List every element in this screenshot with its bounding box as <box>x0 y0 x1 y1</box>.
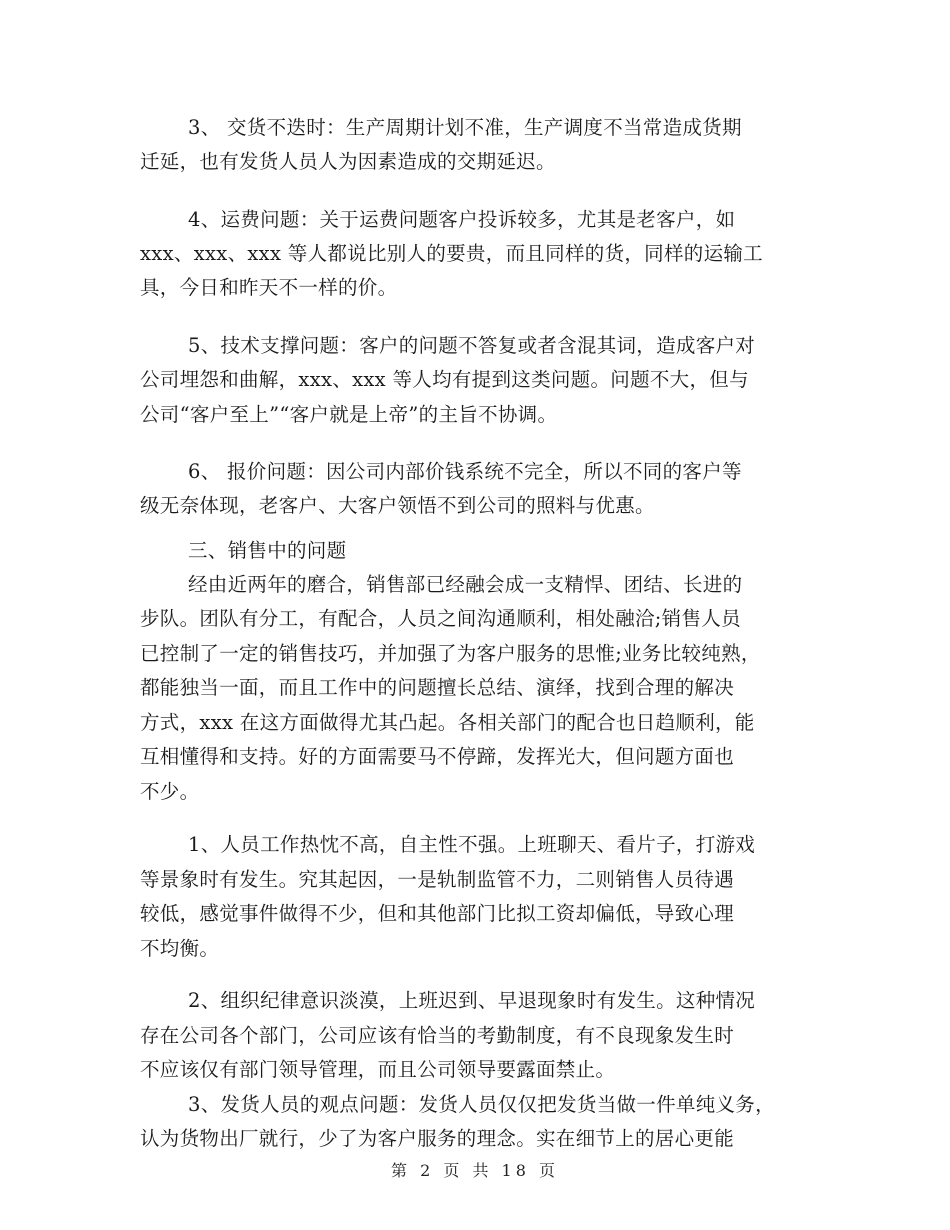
text-line-14: 已控制了一定的销售技巧，并加强了为客户服务的思惟;业务比较纯熟， <box>140 642 761 665</box>
text-line-15: 都能独当一面，而且工作中的问题擅长总结、演绎，找到合理的解决 <box>140 676 735 699</box>
text-line-4: xxx、xxx、xxx 等人都说比别人的要贵，而且同样的货，同样的运输工 <box>140 242 763 265</box>
text-line-1: 3、 交货不迭时：生产周期计划不准，生产调度不当常造成货期 <box>188 116 742 139</box>
text-line-12: 经由近两年的磨合，销售部已经融会成一支精悍、团结、长进的 <box>188 573 743 596</box>
text-line-16: 方式，xxx 在这方面做得尤其凸起。各相关部门的配合也日趋顺利，能 <box>140 711 755 734</box>
text-line-20: 等景象时有发生。究其起因，一是轨制监管不力，二则销售人员待遇 <box>140 868 735 891</box>
text-line-5: 具，今日和昨天不一样的价。 <box>140 276 398 299</box>
text-line-22: 不均衡。 <box>140 937 220 960</box>
text-line-18: 不少。 <box>140 780 200 803</box>
text-line-13: 步队。团队有分工，有配合，人员之间沟通顺利，相处融洽;销售人员 <box>140 607 741 630</box>
text-line-2: 迁延，也有发货人员人为因素造成的交期延迟。 <box>140 150 556 173</box>
text-line-6: 5、技术支撑问题：客户的问题不答复或者含混其词，造成客户对 <box>188 334 756 357</box>
text-line-24: 存在公司各个部门，公司应该有恰当的考勤制度，有不良现象发生时 <box>140 1024 735 1047</box>
text-line-17: 互相懂得和支持。好的方面需要马不停蹄，发挥光大，但问题方面也 <box>140 745 735 768</box>
text-line-21: 较低，感觉事件做得不少，但和其他部门比拟工资却偏低，导致心理 <box>140 902 735 925</box>
text-line-3: 4、运费问题：关于运费问题客户投诉较多，尤其是老客户，如 <box>188 208 736 231</box>
text-line-10: 级无奈体现，老客户、大客户领悟不到公司的照料与优惠。 <box>140 494 655 517</box>
page-number-footer: 第 2 页 共 18 页 <box>391 1161 559 1180</box>
text-line-26: 3、发货人员的观点问题：发货人员仅仅把发货当做一件单纯义务， <box>188 1093 775 1116</box>
text-line-23: 2、组织纪律意识淡漠，上班迟到、早退现象时有发生。这种情况 <box>188 989 756 1012</box>
text-line-8: 公司“客户至上”“客户就是上帝”的主旨不协调。 <box>140 403 558 426</box>
text-line-25: 不应该仅有部门领导管理，而且公司领导要露面禁止。 <box>140 1058 616 1081</box>
text-line-27: 认为货物出厂就行，少了为客户服务的理念。实在细节上的居心更能 <box>140 1127 735 1150</box>
text-line-19: 1、人员工作热忱不高，自主性不强。上班聊天、看片子，打游戏 <box>188 833 756 856</box>
section-heading: 三、销售中的问题 <box>188 539 347 562</box>
text-line-7: 公司埋怨和曲解，xxx、xxx 等人均有提到这类问题。问题不大，但与 <box>140 368 749 391</box>
text-line-9: 6、 报价问题：因公司内部价钱系统不完全，所以不同的客户等 <box>188 460 742 483</box>
